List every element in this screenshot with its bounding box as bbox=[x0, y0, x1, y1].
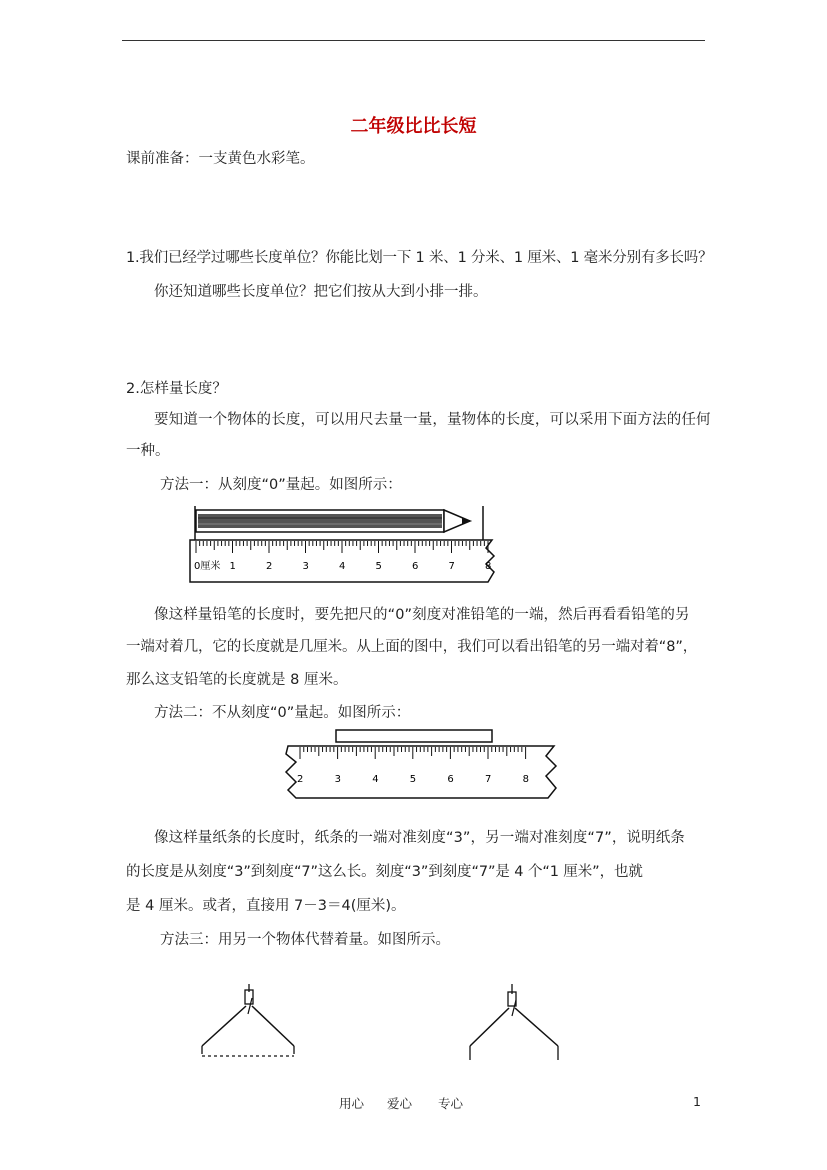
ruler-label: 2 bbox=[266, 561, 273, 572]
q2-intro-line-2: 一种。 bbox=[126, 443, 170, 459]
ruler-label: 5 bbox=[375, 561, 382, 572]
strip-ruler-figure bbox=[272, 726, 562, 806]
q2-heading: 2.怎样量长度？ bbox=[126, 381, 227, 397]
ruler-label: 6 bbox=[447, 774, 454, 785]
m2-expl-line-3: 是 4 厘米。或者，直接用 7－3＝4(厘米)。 bbox=[126, 898, 406, 914]
q1-line-2: 你还知道哪些长度单位？把它们按从大到小排一排。 bbox=[154, 284, 488, 300]
ruler-label: 3 bbox=[302, 561, 309, 572]
pencil-ruler-figure bbox=[186, 500, 506, 590]
m2-expl-line-1: 像这样量纸条的长度时，纸条的一端对准刻度“3”，另一端对准刻度“7”，说明纸条 bbox=[154, 830, 685, 846]
compass-figure-left bbox=[196, 984, 306, 1064]
m1-expl-line-2: 一端对着几，它的长度就是几厘米。从上面的图中，我们可以看出铅笔的另一端对着“8”， bbox=[126, 639, 698, 655]
paper-strip bbox=[336, 730, 492, 742]
ruler-label: 7 bbox=[448, 561, 455, 572]
m2-expl-line-2: 的长度是从刻度“3”到刻度“7”这么长。刻度“3”到刻度“7”是 4 个“1 厘米”，也就 bbox=[126, 864, 643, 880]
ruler-label: 2 bbox=[297, 774, 304, 785]
ruler-label: 4 bbox=[339, 561, 346, 572]
ruler-label: 5 bbox=[409, 774, 417, 785]
pencil-icon bbox=[195, 506, 483, 540]
page-title: 二年级比比长短 bbox=[350, 116, 477, 137]
footer-left-text: 用心 bbox=[339, 1096, 365, 1111]
method-2-label: 方法二：不从刻度“0”量起。如图所示： bbox=[154, 705, 411, 721]
footer-middle-text: 爱心 bbox=[387, 1096, 413, 1111]
ruler-label: 7 bbox=[485, 774, 492, 785]
page-number: 1 bbox=[693, 1094, 701, 1109]
ruler-zero-label: 0厘米 bbox=[194, 561, 221, 572]
m1-expl-line-1: 像这样量铅笔的长度时，要先把尺的“0”刻度对准铅笔的一端，然后再看看铅笔的另 bbox=[154, 607, 690, 623]
method-3-label: 方法三：用另一个物体代替着量。如图所示。 bbox=[160, 932, 450, 948]
footer-right-text: 专心 bbox=[438, 1096, 464, 1111]
q1-line-1: 1.我们已经学过哪些长度单位？你能比划一下 1 米、1 分米、1 厘米、1 毫米分别有多长吗？ bbox=[126, 250, 713, 266]
ruler-label: 4 bbox=[372, 774, 379, 785]
m1-expl-line-3: 那么这支铅笔的长度就是 8 厘米。 bbox=[126, 672, 348, 688]
ruler-label: 3 bbox=[334, 774, 341, 785]
ruler-label: 1 bbox=[229, 561, 236, 572]
header-rule bbox=[122, 40, 705, 41]
ruler-label: 8 bbox=[485, 561, 492, 572]
compass-figure-right bbox=[462, 984, 572, 1064]
ruler-label: 8 bbox=[522, 774, 529, 785]
ruler-body-2 bbox=[286, 746, 556, 798]
prep-line: 课前准备：一支黄色水彩笔。 bbox=[126, 151, 315, 167]
ruler-label: 6 bbox=[412, 561, 419, 572]
q2-intro-line-1: 要知道一个物体的长度，可以用尺去量一量，量物体的长度，可以采用下面方法的任何 bbox=[154, 412, 711, 428]
method-1-label: 方法一：从刻度“0”量起。如图所示： bbox=[160, 477, 402, 493]
